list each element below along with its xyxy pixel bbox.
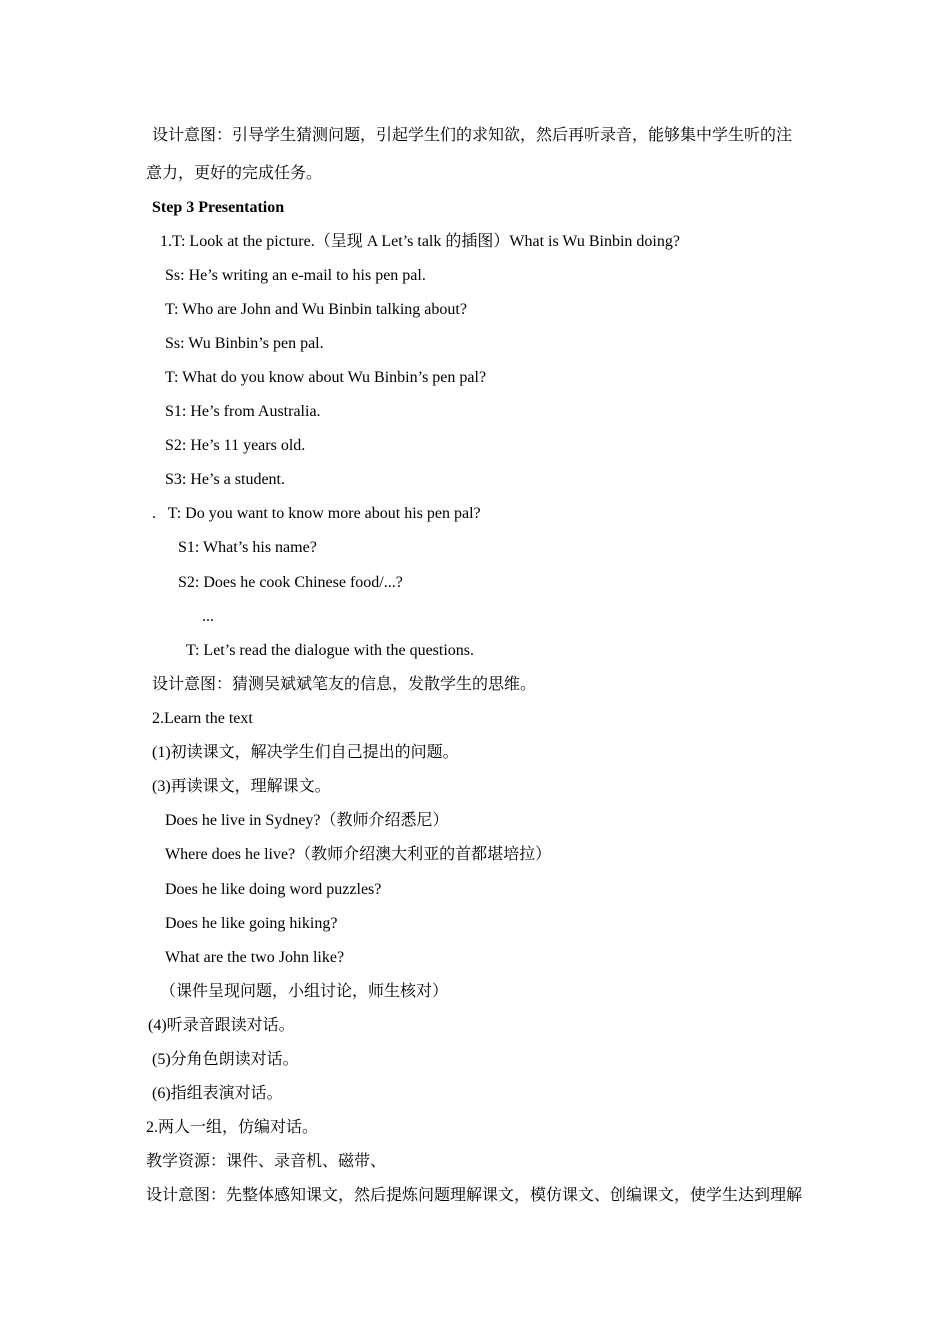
step-item: (3)再读课文，理解课文。 <box>152 778 331 795</box>
dialogue-line: S1: What’s his name? <box>178 539 317 556</box>
step-item: (6)指组表演对话。 <box>152 1085 283 1102</box>
question-line: Does he live in Sydney?（教师介绍悉尼） <box>165 812 449 829</box>
dialogue-line: T: Let’s read the dialogue with the questions. <box>186 642 475 659</box>
resources-line: 教学资源：课件、录音机、磁带、 <box>146 1153 387 1170</box>
dialogue-line: S1: He’s from Australia. <box>165 403 321 420</box>
design-intent-line: 设计意图：猜测吴斌斌笔友的信息，发散学生的思维。 <box>152 676 537 693</box>
question-line: Does he like going hiking? <box>165 915 338 932</box>
dialogue-line: T: What do you know about Wu Binbin’s pen pal? <box>165 369 487 386</box>
dialogue-line: . T: Do you want to know more about his pen pal? <box>152 505 481 522</box>
dialogue-line: S3: He’s a student. <box>165 471 285 488</box>
step-item: (1)初读课文，解决学生们自己提出的问题。 <box>152 744 459 761</box>
question-line: Does he like doing word puzzles? <box>165 881 382 898</box>
dialogue-line: Ss: Wu Binbin’s pen pal. <box>165 335 324 352</box>
design-intent-paragraph-line-2: 意力，更好的完成任务。 <box>146 165 323 182</box>
dialogue-line: T: Who are John and Wu Binbin talking about? <box>165 301 467 318</box>
note-line: （课件呈现问题，小组讨论，师生核对） <box>160 983 449 1000</box>
dialogue-line: Ss: He’s writing an e-mail to his pen pal. <box>165 267 426 284</box>
section-heading: 2.Learn the text <box>152 710 253 727</box>
section-item: 2.两人一组，仿编对话。 <box>146 1119 319 1136</box>
step-heading: Step 3 Presentation <box>152 199 285 216</box>
design-intent-line: 设计意图：先整体感知课文，然后提炼问题理解课文，模仿课文、创编课文，使学生达到理解 <box>146 1187 803 1204</box>
question-line: Where does he live?（教师介绍澳大利亚的首都堪培拉） <box>165 846 552 863</box>
dialogue-line: S2: Does he cook Chinese food/...? <box>178 574 403 591</box>
question-line: What are the two John like? <box>165 949 345 966</box>
step-item: (5)分角色朗读对话。 <box>152 1051 299 1068</box>
step-item: (4)听录音跟读对话。 <box>148 1017 295 1034</box>
ellipsis-line: ... <box>202 608 214 625</box>
dialogue-line: 1.T: Look at the picture.（呈现 A Let’s talk 的插图）What is Wu Binbin doing? <box>160 233 680 250</box>
design-intent-paragraph-line-1: 设计意图：引导学生猜测问题，引起学生们的求知欲，然后再听录音，能够集中学生听的注 <box>152 127 793 144</box>
dialogue-line: S2: He’s 11 years old. <box>165 437 306 454</box>
